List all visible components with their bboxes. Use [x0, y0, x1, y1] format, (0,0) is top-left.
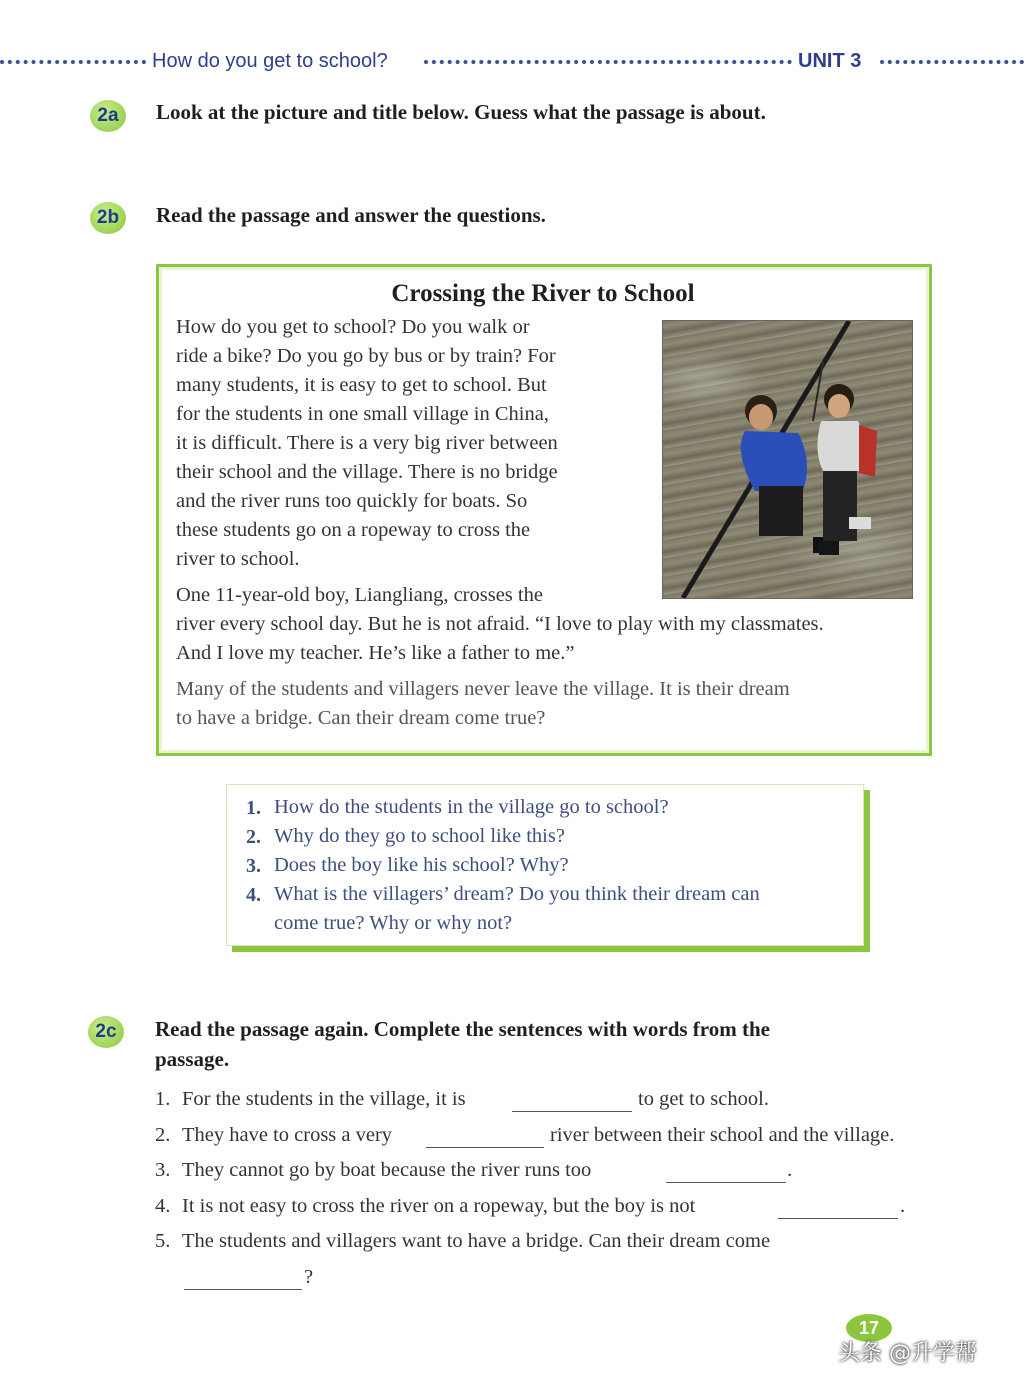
passage-line: it is difficult. There is a very big river between	[176, 432, 558, 454]
section-badge-2c: 2c	[88, 1016, 124, 1048]
sentence-after: .	[900, 1195, 906, 1217]
passage-line: many students, it is easy to get to school. But	[176, 374, 547, 396]
ropeway-photo	[662, 320, 913, 599]
passage-line: One 11-year-old boy, Liangliang, crosses the	[176, 584, 543, 606]
header-dots-right	[880, 60, 1024, 70]
answer-blank[interactable]	[666, 1182, 786, 1183]
section-badge-2b: 2b	[90, 202, 126, 234]
question-number: 2.	[246, 826, 261, 848]
header-dots-middle	[424, 60, 792, 70]
passage-title: Crossing the River to School	[391, 280, 695, 307]
answer-blank[interactable]	[778, 1218, 898, 1219]
header-dots-left	[0, 60, 146, 70]
answer-blank[interactable]	[184, 1289, 302, 1290]
sentence-after: river between their school and the village.	[550, 1124, 895, 1146]
question-number: 4.	[246, 884, 261, 906]
sentence-number: 1.	[155, 1088, 171, 1110]
passage-line: these students go on a ropeway to cross the	[176, 519, 531, 541]
sentence-before: For the students in the village, it is	[182, 1088, 466, 1110]
instruction-2a: Look at the picture and title below. Guess what the passage is about.	[156, 100, 766, 124]
page-number: 17	[846, 1314, 892, 1342]
passage-line: How do you get to school? Do you walk or	[176, 316, 530, 338]
passage-line: for the students in one small village in China,	[176, 403, 549, 425]
sentence-after: to get to school.	[638, 1088, 769, 1110]
sentence-after: ?	[304, 1266, 314, 1288]
sentence-before: The students and villagers want to have a bridge. Can their dream come	[182, 1230, 771, 1252]
question-text: How do the students in the village go to school?	[274, 796, 669, 818]
sentence-number: 2.	[155, 1124, 171, 1146]
passage-line: and the river runs too quickly for boats. So	[176, 490, 528, 512]
question-text: Why do they go to school like this?	[274, 825, 565, 847]
section-badge-2a: 2a	[90, 100, 126, 132]
passage-line: to have a bridge. Can their dream come true?	[176, 707, 546, 729]
sentence-before: It is not easy to cross the river on a ropeway, but the boy is not	[182, 1195, 696, 1217]
answer-blank[interactable]	[426, 1147, 544, 1148]
sentence-before: They have to cross a very	[182, 1124, 393, 1146]
passage-line: river every school day. But he is not afraid. “I love to play with my classmates.	[176, 613, 824, 635]
sentence-number: 4.	[155, 1195, 171, 1217]
watermark: 头条 @升学帮	[838, 1341, 977, 1366]
sentence-before: They cannot go by boat because the river runs too	[182, 1159, 592, 1181]
passage-line: ride a bike? Do you go by bus or by train? For	[176, 345, 556, 367]
passage-line: river to school.	[176, 548, 300, 570]
answer-blank[interactable]	[512, 1111, 632, 1112]
question-text: Does the boy like his school? Why?	[274, 854, 569, 876]
passage-line: And I love my teacher. He’s like a father to me.”	[176, 642, 575, 664]
instruction-2c-line2: passage.	[155, 1047, 230, 1071]
question-text: What is the villagers’ dream? Do you think their dream can	[274, 883, 760, 905]
instruction-2b: Read the passage and answer the questions.	[156, 203, 546, 227]
sentence-number: 5.	[155, 1230, 171, 1252]
question-number: 1.	[246, 797, 261, 819]
ropeway-illustration	[663, 321, 912, 598]
question-text: come true? Why or why not?	[274, 912, 513, 934]
question-number: 3.	[246, 855, 261, 877]
header-unit: UNIT 3	[798, 50, 862, 72]
passage-line: their school and the village. There is no bridge	[176, 461, 558, 483]
sentence-number: 3.	[155, 1159, 171, 1181]
passage-line: Many of the students and villagers never leave the village. It is their dream	[176, 678, 790, 700]
instruction-2c-line1: Read the passage again. Complete the sentences with words from the	[155, 1017, 770, 1041]
header-title: How do you get to school?	[152, 50, 388, 72]
sentence-after: .	[787, 1159, 793, 1181]
